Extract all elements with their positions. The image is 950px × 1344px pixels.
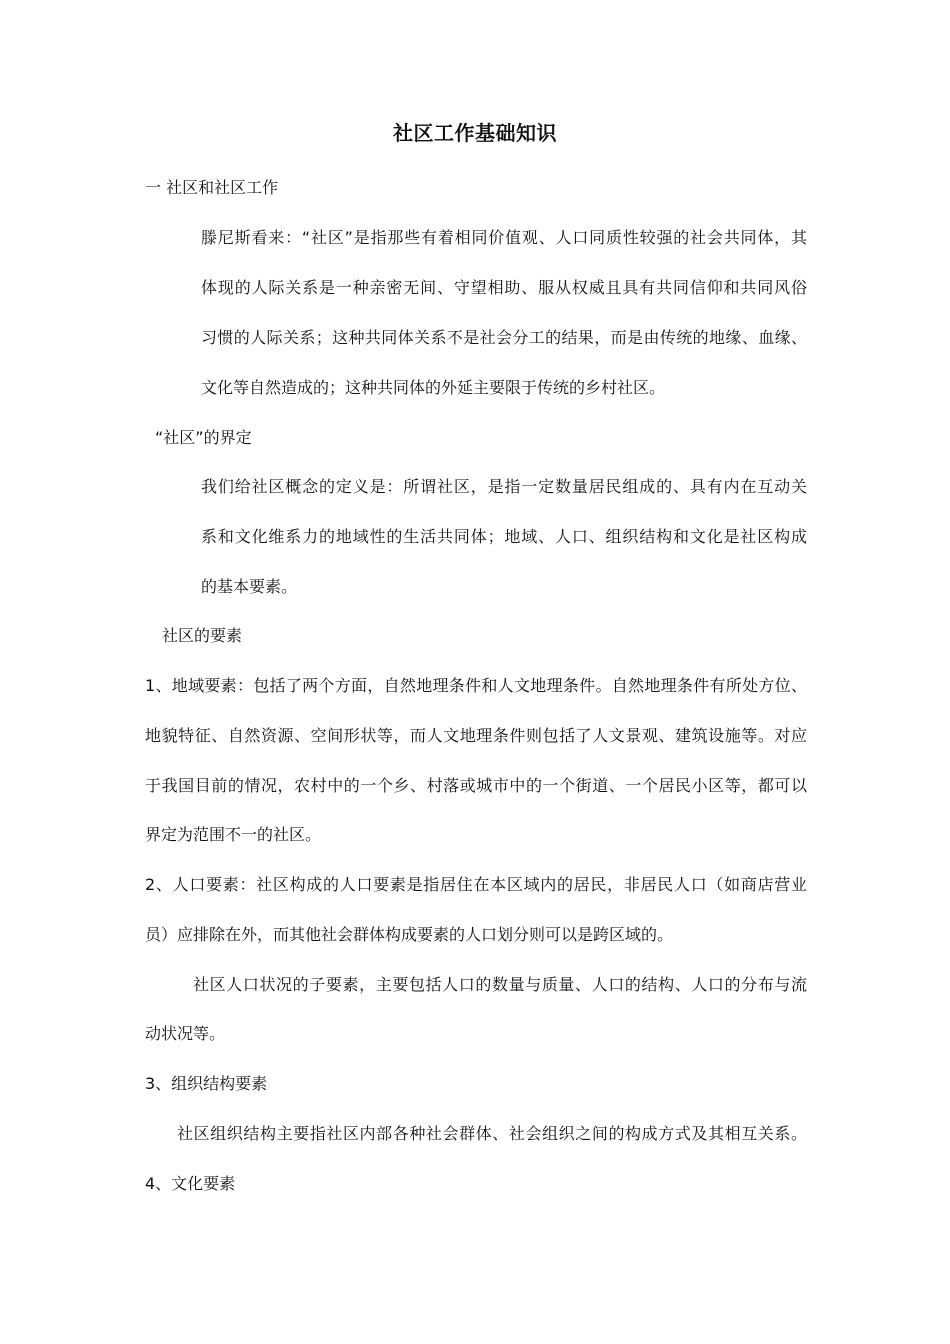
paragraph-line: 体现的人际关系是一种亲密无间、守望相助、服从权威且具有共同信仰和共同风俗 bbox=[201, 278, 807, 297]
page-title: 社区工作基础知识 bbox=[393, 121, 557, 145]
paragraph-line: 习惯的人际关系；这种共同体关系不是社会分工的结果，而是由传统的地缘、血缘、 bbox=[201, 328, 807, 347]
paragraph-line: 界定为范围不一的社区。 bbox=[145, 825, 322, 844]
paragraph-line: 员）应排除在外，而其他社会群体构成要素的人口划分则可以是跨区域的。 bbox=[145, 925, 674, 944]
paragraph-line: 动状况等。 bbox=[145, 1024, 226, 1043]
paragraph-line: 我们给社区概念的定义是：所谓社区，是指一定数量居民组成的、具有内在互动关 bbox=[201, 477, 807, 496]
section-heading-community: 一 社区和社区工作 bbox=[145, 178, 279, 197]
paragraph-line: 1、地域要素：包括了两个方面，自然地理条件和人文地理条件。自然地理条件有所处方位、 bbox=[145, 676, 807, 695]
paragraph-line: 2、人口要素：社区构成的人口要素是指居住在本区域内的居民，非居民人口（如商店营业 bbox=[145, 875, 807, 894]
paragraph-line: 系和文化维系力的地域性的生活共同体；地域、人口、组织结构和文化是社区构成 bbox=[201, 527, 807, 546]
paragraph-line: 滕尼斯看来：“社区”是指那些有着相同价值观、人口同质性较强的社会共同体，其 bbox=[201, 228, 807, 247]
paragraph-line: 文化等自然造成的；这种共同体的外延主要限于传统的乡村社区。 bbox=[201, 378, 666, 397]
paragraph-line: 的基本要素。 bbox=[201, 577, 298, 596]
section-heading-definition: “社区”的界定 bbox=[155, 428, 252, 447]
section-heading-elements: 社区的要素 bbox=[162, 626, 243, 645]
paragraph-line: 地貌特征、自然资源、空间形状等，而人文地理条件则包括了人文景观、建筑设施等。对应 bbox=[145, 726, 807, 745]
paragraph-line: 于我国目前的情况，农村中的一个乡、村落或城市中的一个街道、一个居民小区等，都可以 bbox=[145, 776, 807, 795]
section-heading-organization: 3、组织结构要素 bbox=[145, 1074, 268, 1093]
paragraph-line: 社区组织结构主要指社区内部各种社会群体、社会组织之间的构成方式及其相互关系。 bbox=[177, 1124, 807, 1143]
paragraph-line: 社区人口状况的子要素，主要包括人口的数量与质量、人口的结构、人口的分布与流 bbox=[193, 975, 807, 994]
section-heading-culture: 4、文化要素 bbox=[145, 1174, 236, 1193]
